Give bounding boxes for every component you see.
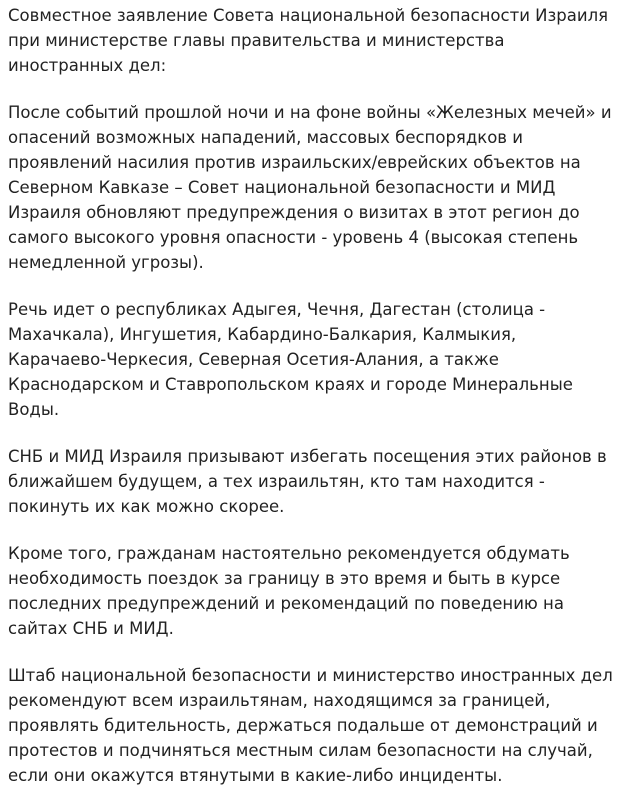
paragraph-regions: Речь идет о республиках Адыгея, Чечня, Дагестан (столица - Махачкала), Ингушетия, Кабардино-Балкария, Калмыкия, Карачаево-Черкесия, Северная Осетия-Алания, а также Краснодарском и Ставропольском краях и городе Минеральные Воды.	[8, 300, 573, 419]
paragraph-warning-level: После событий прошлой ночи и на фоне войны «Железных мечей» и опасений возможных нападений, массовых беспорядков и проявлений насилия против израильских/еврейских объектов на Северном Кавказе – Совет национальной безопасности и МИД Израиля обновляют предупреждения о визитах в этот регион до самого высокого уровня опасности - уровень 4 (высокая степень немедленной угрозы).	[8, 103, 612, 272]
paragraph-avoid-visits: СНБ и МИД Израиля призывают избегать посещения этих районов в ближайшем будущем, а тех израильтян, кто там находится - покинуть их как можно скорее.	[8, 447, 607, 516]
paragraph-abroad-vigilance: Штаб национальной безопасности и министерство иностранных дел рекомендуют всем израильтянам, находящимся за границей, проявлять бдительность, держаться подальше от демонстраций и протестов и подчиняться местным силам безопасности на случай, если они окажутся втянутыми в какие-либо инциденты.	[8, 666, 613, 785]
paragraph-intro: Совместное заявление Совета национальной безопасности Израиля при министерстве главы правительства и министерства иностранных дел:	[8, 6, 609, 75]
paragraph-travel-advice: Кроме того, гражданам настоятельно рекомендуется обдумать необходимость поездок за границу в это время и быть в курсе последних предупреждений и рекомендаций по поведению на сайтах СНБ и МИД.	[8, 544, 570, 638]
